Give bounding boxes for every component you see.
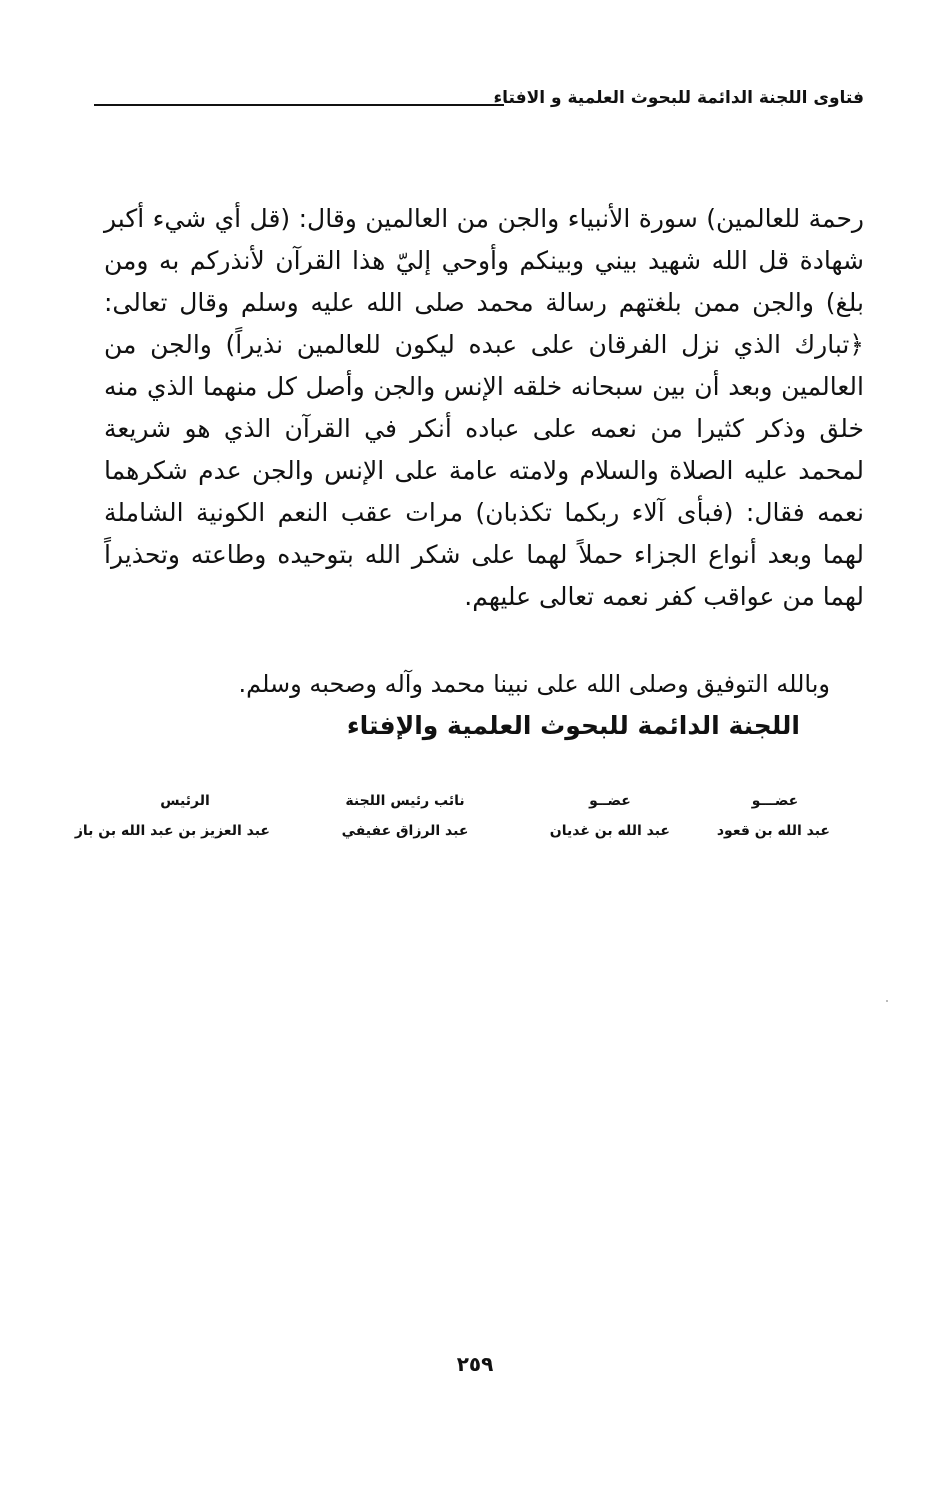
signatory-role: عضــو — [589, 793, 631, 809]
signatory — [716, 790, 830, 842]
signatory — [74, 790, 270, 842]
closing-line: وبالله التوفيق وصلى الله على نبينا محمد وآله وصحبه وسلم. — [238, 670, 830, 698]
signatory-name: عبد العزيز بن عبد الله بن باز — [74, 823, 270, 839]
signatory — [550, 790, 670, 842]
signature-block — [74, 790, 830, 860]
signatory — [340, 790, 470, 842]
scan-speck — [886, 1000, 888, 1002]
signatory-name: عبد الرزاق عفيفي — [341, 823, 469, 839]
signatory-role: الرئيس — [160, 793, 210, 809]
body-paragraph: رحمة للعالمين) سورة الأنبياء والجن من العالمين وقال: (قل أي شيء أكبر شهادة قل الله شهيد بيني وبينكم وأوحي إليّ هذا القرآن لأنذركم به ومن بلغ) والجن ممن بلغتهم رسالة محمد صلى الله عليه وسلم وقال تعالى: ﴿تبارك الذي نزل الفرقان على عبده ليكون للعالمين نذيراً) والجن من العالمين وبعد أن بين سبحانه خلقه الإنس والجن وأصل كل منهما الذي منه خلق وذكر كثيرا من نعمه على عباده أنكر في القرآن الذي هو شريعة لمحمد عليه الصلاة والسلام ولامته عامة على الإنس والجن عدم شكرهما نعمه فقال: (فبأى آلاء ربكما تكذبان) مرات عقب النعم الكونية الشاملة لهما وبعد أنواع الجزاء حملاً لهما على شكر الله بتوحيده وطاعته وتحذيراً لهما من عواقب كفر نعمه تعالى عليهم. — [104, 204, 864, 611]
running-header — [94, 88, 864, 112]
page-number: ٢٥٩ — [456, 1352, 494, 1376]
header-rule — [94, 104, 504, 106]
committee-name: اللجنة الدائمة للبحوث العلمية والإفتاء — [346, 711, 800, 740]
signatory-name: عبد الله بن قعود — [716, 823, 830, 839]
signatory-role: نائب رئيس اللجنة — [345, 793, 465, 809]
signatory-name: عبد الله بن غديان — [549, 823, 670, 839]
header-title: فتاوى اللجنة الدائمة للبحوث العلمية و الافتاء — [493, 88, 864, 108]
fatwa-body — [104, 198, 864, 618]
signatory-role: عضـــو — [751, 793, 799, 809]
